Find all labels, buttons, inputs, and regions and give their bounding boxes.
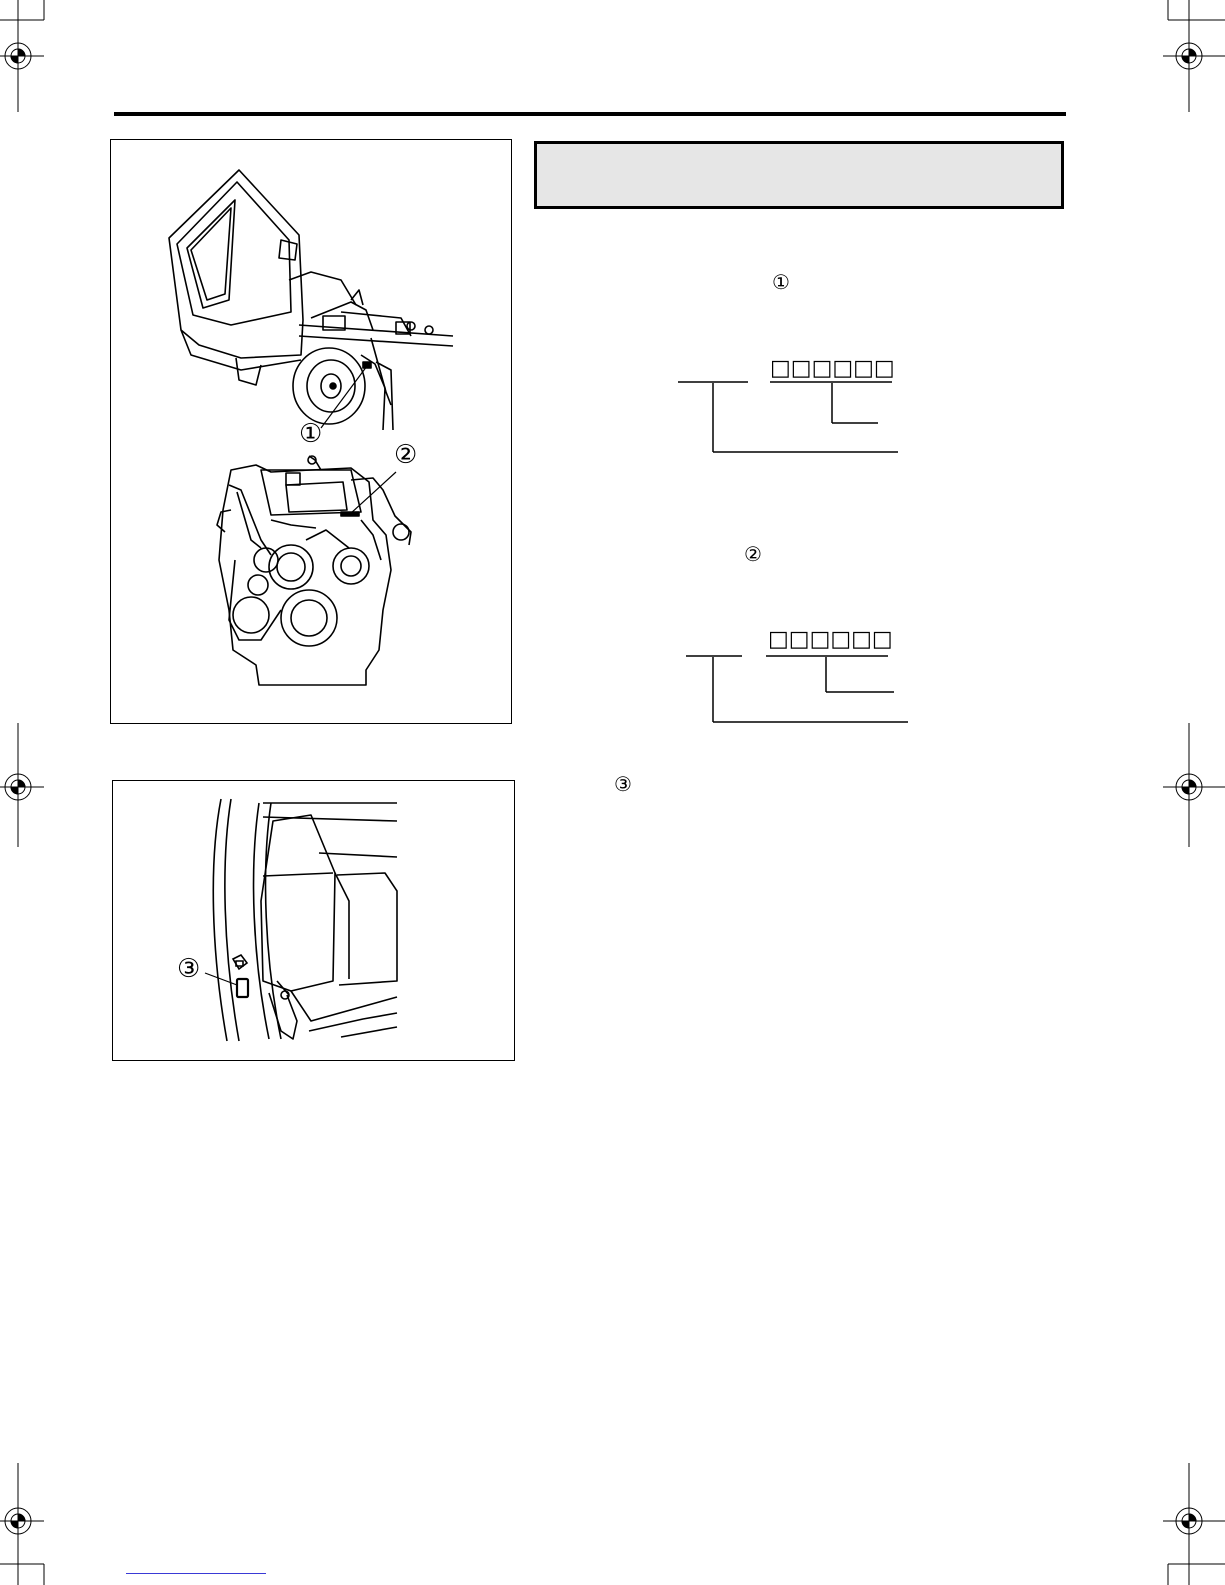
identification-plate-drawing: [205, 955, 248, 997]
plate-marker: ③: [614, 772, 632, 796]
engine-drawing: [217, 456, 411, 685]
tilted-cab-drawing: [169, 170, 356, 385]
figure-cab-interior: [112, 780, 515, 1061]
chassis-number-marker: ①: [772, 270, 790, 294]
engine-number-marker: ②: [744, 542, 762, 566]
callout-plate-location: ③: [177, 954, 201, 984]
figure-truck-engine: [110, 139, 512, 724]
header-rule: [114, 112, 1066, 116]
cab-interior-illustration: [113, 781, 516, 1062]
section-header-box: [534, 141, 1064, 209]
chassis-number-digit-boxes: □□□□□□: [770, 356, 895, 381]
callout-engine-number: ②: [394, 440, 418, 470]
callout-chassis-number: ①: [299, 419, 323, 449]
footer-link[interactable]: [126, 1573, 266, 1574]
engine-number-digit-boxes: □□□□□□: [768, 627, 893, 652]
chassis-frame-drawing: [299, 290, 453, 405]
